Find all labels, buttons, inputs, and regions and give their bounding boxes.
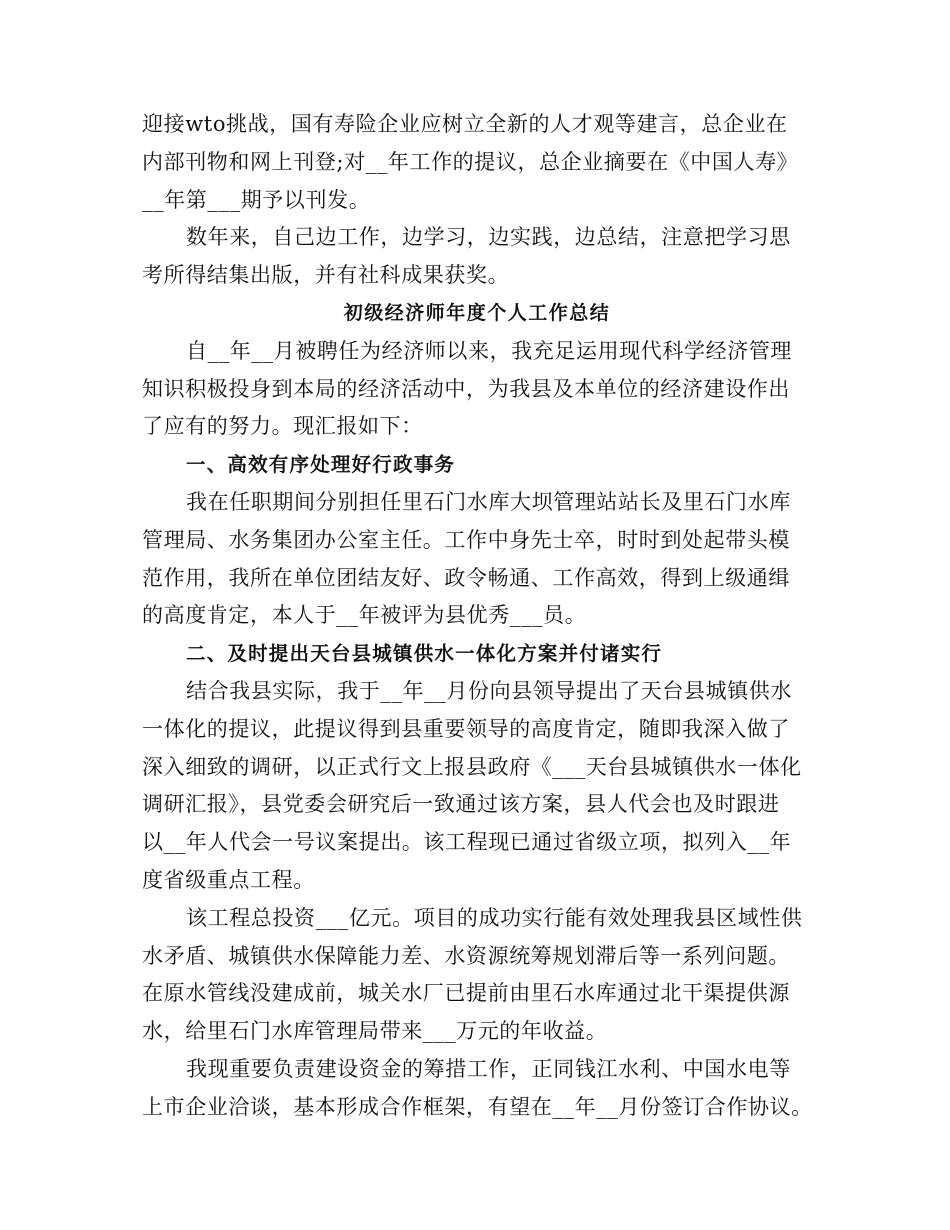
text-line: 调研汇报》，县党委会研究后一致通过该方案，县人代会也及时跟进 (142, 792, 780, 817)
text-line: 一体化的提议，此提议得到县重要领导的高度肯定，随即我深入做了 (142, 716, 790, 741)
text-line: 以__年人代会一号议案提出。该工程现已通过省级立项，拟列入__年 (142, 830, 792, 855)
text-line: 自__年__月被聘任为经济师以来，我充足运用现代科学经济管理 (186, 338, 792, 363)
document-page (142, 106, 812, 1127)
section-heading-2: 二、及时提出天台县城镇供水一体化方案并付诸实行 (186, 642, 663, 666)
paragraph-6 (142, 900, 812, 1051)
text-line: 迎接wto挑战，国有寿险企业应树立全新的人才观等建言，总企业在 (142, 112, 788, 136)
text-line: 的高度肯定，本人于__年被评为县优秀___员。 (142, 603, 587, 628)
text-line: 了应有的努力。现汇报如下： (142, 414, 423, 439)
text-line: 该工程总投资___亿元。项目的成功实行能有效处理我县区域性供 (186, 905, 803, 930)
text-line: __年第___期予以刊发。 (142, 187, 371, 212)
text-line: 管理局、水务集团办公室主任。工作中身先士卒，时时到处起带头模 (142, 527, 790, 552)
text-line: 水矛盾、城镇供水保障能力差、水资源统筹规划滞后等一系列问题。 (142, 943, 790, 968)
text-line: 深入细致的调研，以正式行文上报县政府《___天台县城镇供水一体化 (142, 754, 802, 779)
text-line: 知识积极投身到本局的经济活动中，为我县及本单位的经济建设作出 (142, 376, 790, 401)
text-line: 内部刊物和网上刊登;对__年工作的提议，总企业摘要在《中国人寿》 (142, 149, 799, 174)
paragraph-4 (142, 484, 812, 635)
text-line: 考所得结集出版，并有社科成果获奖。 (142, 263, 510, 288)
text-line: 在原水管线没建成前，城关水厂已提前由里石水库通过北干渠提供源 (142, 981, 790, 1006)
paragraph-7 (142, 1051, 812, 1127)
paragraph-5 (142, 673, 812, 900)
text-line: 度省级重点工程。 (142, 867, 315, 892)
text-line: 水，给里石门水库管理局带来___万元的年收益。 (142, 1019, 608, 1044)
paragraph-2 (142, 219, 812, 295)
section-heading-1: 一、高效有序处理好行政事务 (186, 453, 456, 477)
text-line: 范作用，我所在单位团结友好、政令畅通、工作高效，得到上级通缉 (142, 565, 790, 590)
text-line: 上市企业洽谈，基本形成合作框架，有望在__年__月份签订合作协议。 (142, 1094, 813, 1119)
document-title: 初级经济师年度个人工作总结 (343, 301, 611, 324)
text-line: 我在任职期间分别担任里石门水库大坝管理站站长及里石门水库 (186, 489, 791, 514)
paragraph-3 (142, 333, 812, 446)
text-line: 我现重要负责建设资金的筹措工作，正同钱江水利、中国水电等 (186, 1056, 791, 1081)
text-line: 数年来，自己边工作，边学习，边实践，边总结，注意把学习思 (186, 225, 791, 250)
text-line: 结合我县实际，我于__年__月份向县领导提出了天台县城镇供水 (186, 678, 792, 703)
paragraph-1 (142, 106, 812, 219)
